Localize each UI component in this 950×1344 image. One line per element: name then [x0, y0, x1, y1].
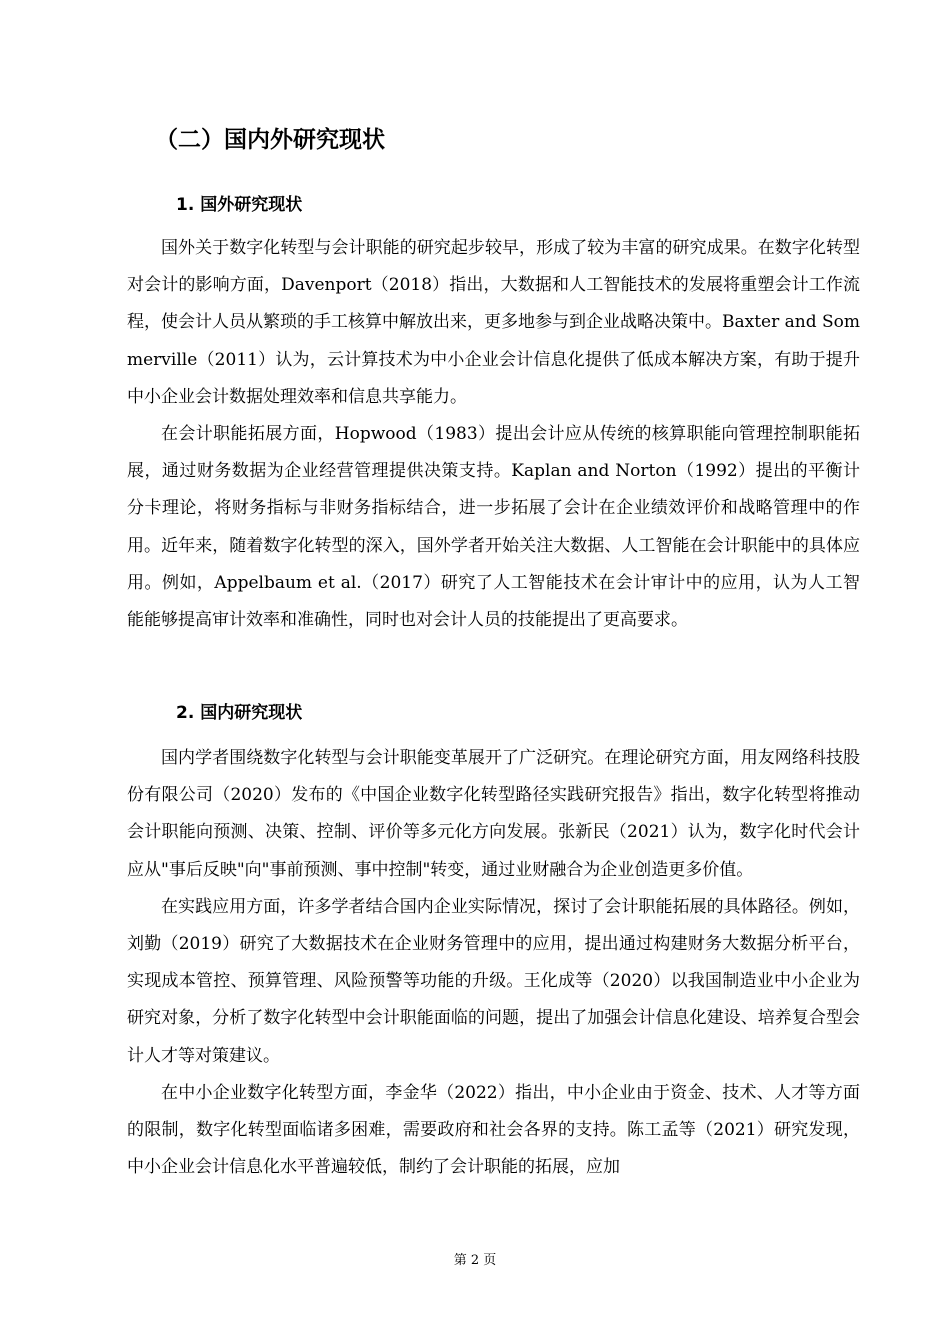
- subsection-heading-domestic: 2. 国内研究现状: [176, 703, 303, 723]
- section-title: （二）国内外研究现状: [155, 127, 385, 153]
- paragraph: 国外关于数字化转型与会计职能的研究起步较早，形成了较为丰富的研究成果。在数字化转型对会计的影响方面，Davenport（2018）指出，大数据和人工智能技术的发展将重塑会计工作流程，使会计人员从繁琐的手工核算中解放出来，更多地参与到企业战略决策中。Baxter and Sommerville（2011）认为，云计算技术为中小企业会计信息化提供了低成本解决方案，有助于提升中小企业会计数据处理效率和信息共享能力。: [127, 238, 861, 407]
- paragraph: 国内学者围绕数字化转型与会计职能变革展开了广泛研究。在理论研究方面，用友网络科技股份有限公司（2020）发布的《中国企业数字化转型路径实践研究报告》指出，数字化转型将推动会计职能向预测、决策、控制、评价等多元化方向发展。张新民（2021）认为，数字化时代会计应从"事后反映"向"事前预测、事中控制"转变，通过业财融合为企业创造更多价值。: [127, 748, 860, 880]
- paragraph: 在中小企业数字化转型方面，李金华（2022）指出，中小企业由于资金、技术、人才等方面的限制，数字化转型面临诸多困难，需要政府和社会各界的支持。陈工孟等（2021）研究发现，中小企业会计信息化水平普遍较低，制约了会计职能的拓展，应加: [127, 1082, 860, 1178]
- page-number-footer: 第 2 页: [453, 1253, 497, 1268]
- subsection-body-foreign: [127, 230, 860, 639]
- paragraph: 在实践应用方面，许多学者结合国内企业实际情况，探讨了会计职能拓展的具体路径。例如，刘勤（2019）研究了大数据技术在企业财务管理中的应用，提出通过构建财务大数据分析平台，实现成本管控、预算管理、风险预警等功能的升级。王化成等（2020）以我国制造业中小企业为研究对象，分析了数字化转型中会计职能面临的问题，提出了加强会计信息化建设、培养复合型会计人才等对策建议。: [127, 896, 860, 1066]
- subsection-body-domestic: [127, 740, 860, 1186]
- subsection-heading-foreign: 1. 国外研究现状: [176, 195, 303, 215]
- paragraph: 在会计职能拓展方面，Hopwood（1983）提出会计应从传统的核算职能向管理控制职能拓展，通过财务数据为企业经营管理提供决策支持。Kaplan and Norton（1992）提出的平衡计分卡理论，将财务指标与非财务指标结合，进一步拓展了会计在企业绩效评价和战略管理中的作用。近年来，随着数字化转型的深入，国外学者开始关注大数据、人工智能在会计职能中的具体应用。例如，Appelbaum et al.（2017）研究了人工智能技术在会计审计中的应用，认为人工智能能够提高审计效率和准确性，同时也对会计人员的技能提出了更高要求。: [127, 424, 860, 631]
